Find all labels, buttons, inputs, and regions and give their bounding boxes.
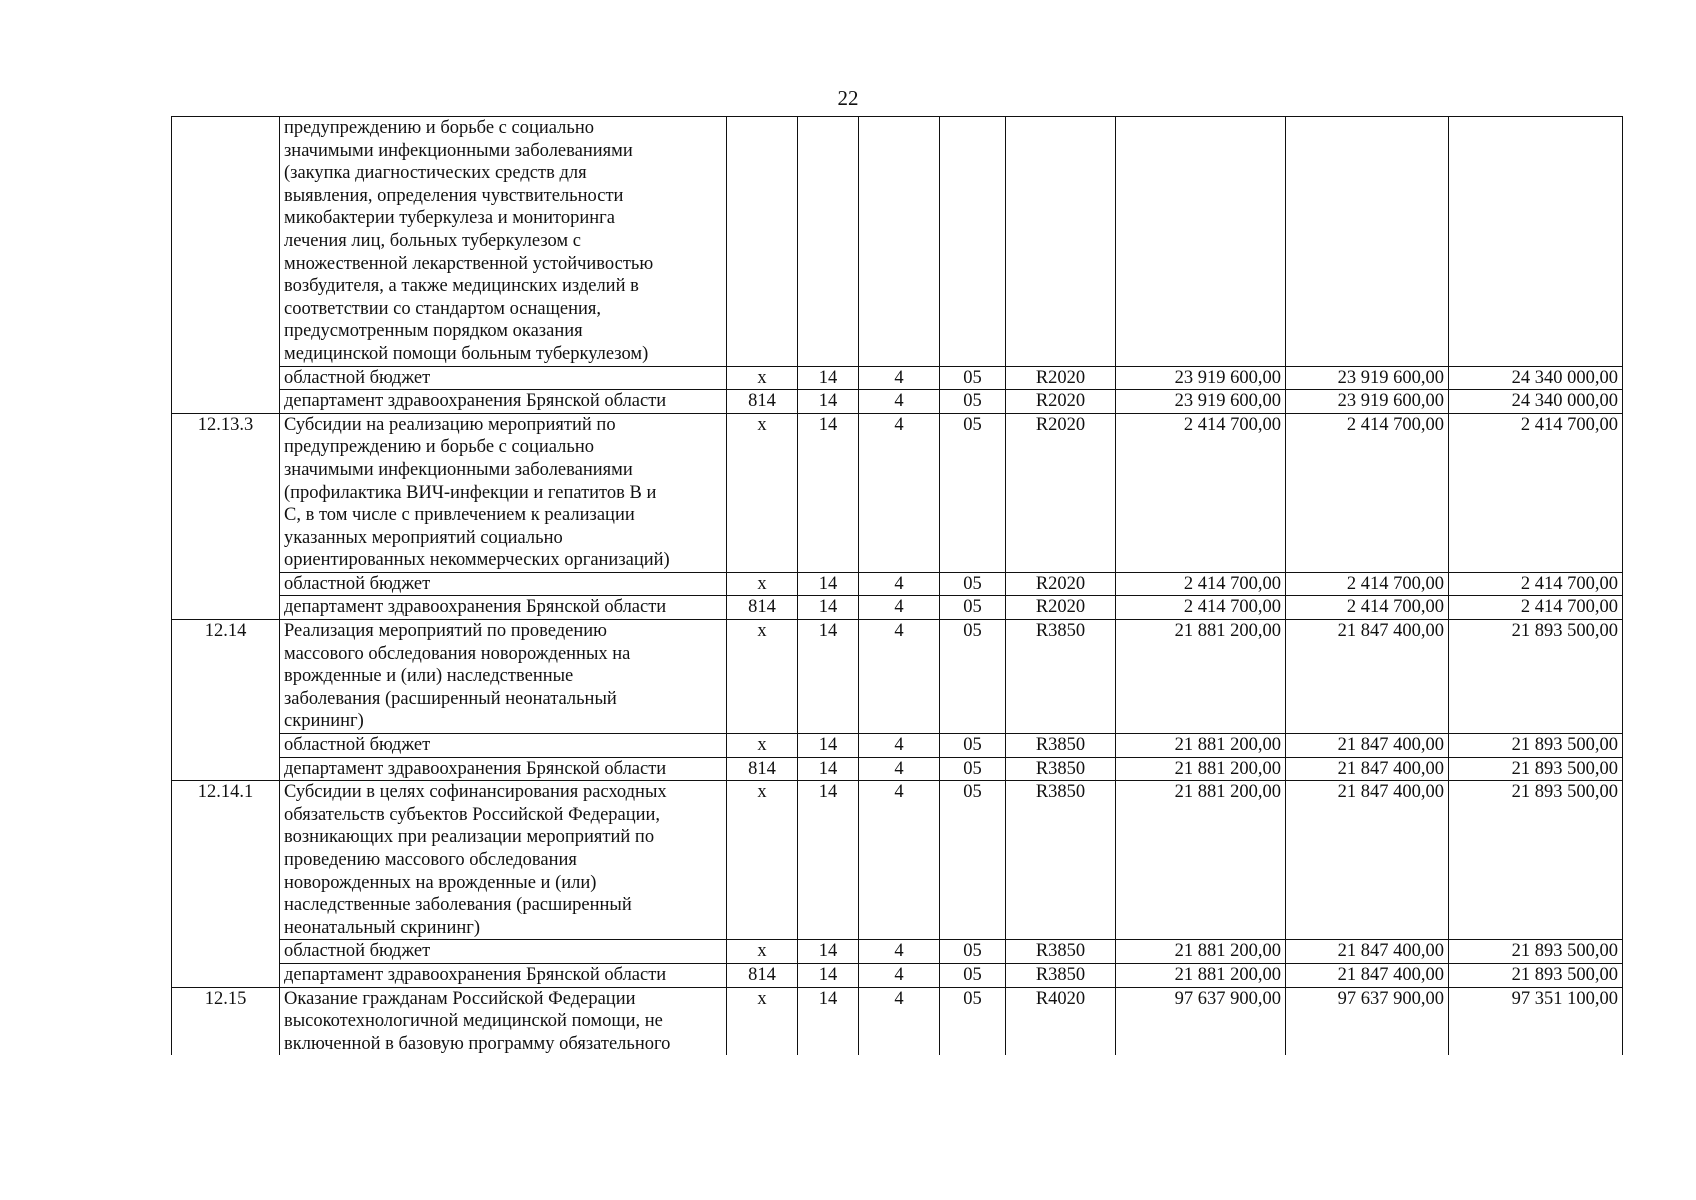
grbs-cell: 814 xyxy=(727,596,798,620)
amount-year1-cell: 21 881 200,00 xyxy=(1116,963,1286,987)
table-row xyxy=(172,596,1623,620)
target-code-cell: 05 xyxy=(940,390,1006,414)
grbs-cell: х xyxy=(727,413,798,572)
amount-year3-cell: 21 893 500,00 xyxy=(1449,734,1623,758)
amount-year1-cell: 21 881 200,00 xyxy=(1116,940,1286,964)
description-cell: областной бюджет xyxy=(280,734,727,758)
amount-year1-cell: 21 881 200,00 xyxy=(1116,620,1286,734)
amount-year2-cell: 23 919 600,00 xyxy=(1286,390,1449,414)
table-row xyxy=(172,987,1623,1055)
target-code-cell xyxy=(940,117,1006,367)
target-code-cell: 05 xyxy=(940,734,1006,758)
amount-year3-cell: 2 414 700,00 xyxy=(1449,572,1623,596)
table-row xyxy=(172,620,1623,734)
subsection-cell: 4 xyxy=(859,596,940,620)
amount-year2-cell: 21 847 400,00 xyxy=(1286,620,1449,734)
target-code-cell: 05 xyxy=(940,596,1006,620)
amount-year3-cell: 21 893 500,00 xyxy=(1449,620,1623,734)
amount-year3-cell: 21 893 500,00 xyxy=(1449,781,1623,940)
section-cell xyxy=(798,117,859,367)
subsection-cell: 4 xyxy=(859,572,940,596)
amount-year1-cell: 2 414 700,00 xyxy=(1116,413,1286,572)
amount-year2-cell: 2 414 700,00 xyxy=(1286,596,1449,620)
budget-table xyxy=(171,116,1623,1055)
target-article-cell: R2020 xyxy=(1006,366,1116,390)
table-row xyxy=(172,572,1623,596)
section-cell: 14 xyxy=(798,390,859,414)
amount-year3-cell xyxy=(1449,117,1623,367)
section-cell: 14 xyxy=(798,781,859,940)
amount-year3-cell: 21 893 500,00 xyxy=(1449,757,1623,781)
description-cell: Субсидии на реализацию мероприятий по предупреждению и борьбе с социально значимыми инфекционными заболеваниями (профилактика ВИЧ-инфекции и гепатитов В и С, в том числе с привлечением к реализации указанных мероприятий социально ориентированных некоммерческих организаций) xyxy=(280,413,727,572)
grbs-cell xyxy=(727,117,798,367)
target-article-cell: R3850 xyxy=(1006,757,1116,781)
grbs-cell: 814 xyxy=(727,963,798,987)
page-number: 22 xyxy=(837,86,859,110)
target-article-cell: R3850 xyxy=(1006,734,1116,758)
amount-year1-cell: 2 414 700,00 xyxy=(1116,572,1286,596)
section-cell: 14 xyxy=(798,987,859,1055)
target-article-cell: R3850 xyxy=(1006,781,1116,940)
amount-year1-cell: 97 637 900,00 xyxy=(1116,987,1286,1055)
amount-year1-cell: 23 919 600,00 xyxy=(1116,390,1286,414)
table-row xyxy=(172,117,1623,367)
description-cell: Субсидии в целях софинансирования расходных обязательств субъектов Российской Федерации, возникающих при реализации мероприятий по проведению массового обследования новорожденных на врожденные и (или) наследственные заболевания (расширенный неонатальный скрининг) xyxy=(280,781,727,940)
amount-year3-cell: 24 340 000,00 xyxy=(1449,390,1623,414)
subsection-cell: 4 xyxy=(859,366,940,390)
target-code-cell: 05 xyxy=(940,620,1006,734)
section-cell: 14 xyxy=(798,734,859,758)
item-number-cell: 12.14 xyxy=(172,620,280,781)
amount-year3-cell: 2 414 700,00 xyxy=(1449,596,1623,620)
subsection-cell: 4 xyxy=(859,987,940,1055)
description-cell: департамент здравоохранения Брянской области xyxy=(280,390,727,414)
description-cell: предупреждению и борьбе с социально значимыми инфекционными заболеваниями (закупка диагностических средств для выявления, определения чувствительности микобактерии туберкулеза и мониторинга лечения лиц, больных туберкулезом с множественной лекарственной устойчивостью возбудителя, а также медицинских изделий в соответствии со стандартом оснащения, предусмотренным порядком оказания медицинской помощи больным туберкулезом) xyxy=(280,117,727,367)
amount-year2-cell: 21 847 400,00 xyxy=(1286,963,1449,987)
amount-year1-cell: 21 881 200,00 xyxy=(1116,734,1286,758)
target-code-cell: 05 xyxy=(940,366,1006,390)
subsection-cell xyxy=(859,117,940,367)
amount-year2-cell: 21 847 400,00 xyxy=(1286,940,1449,964)
table-row xyxy=(172,366,1623,390)
grbs-cell: х xyxy=(727,620,798,734)
item-number-cell xyxy=(172,117,280,414)
amount-year1-cell: 21 881 200,00 xyxy=(1116,781,1286,940)
subsection-cell: 4 xyxy=(859,940,940,964)
description-cell: областной бюджет xyxy=(280,940,727,964)
target-article-cell: R3850 xyxy=(1006,940,1116,964)
amount-year2-cell: 21 847 400,00 xyxy=(1286,734,1449,758)
table-row xyxy=(172,390,1623,414)
target-code-cell: 05 xyxy=(940,963,1006,987)
amount-year2-cell: 23 919 600,00 xyxy=(1286,366,1449,390)
description-cell: Реализация мероприятий по проведению массового обследования новорожденных на врожденные и (или) наследственные заболевания (расширенный неонатальный скрининг) xyxy=(280,620,727,734)
section-cell: 14 xyxy=(798,413,859,572)
amount-year1-cell: 2 414 700,00 xyxy=(1116,596,1286,620)
amount-year2-cell: 2 414 700,00 xyxy=(1286,413,1449,572)
description-cell: областной бюджет xyxy=(280,572,727,596)
amount-year2-cell: 97 637 900,00 xyxy=(1286,987,1449,1055)
section-cell: 14 xyxy=(798,963,859,987)
description-cell: Оказание гражданам Российской Федерации высокотехнологичной медицинской помощи, не включенной в базовую программу обязательного xyxy=(280,987,727,1055)
target-article-cell: R2020 xyxy=(1006,596,1116,620)
table-row xyxy=(172,757,1623,781)
subsection-cell: 4 xyxy=(859,781,940,940)
section-cell: 14 xyxy=(798,940,859,964)
item-number-cell: 12.14.1 xyxy=(172,781,280,987)
table-row xyxy=(172,734,1623,758)
amount-year3-cell: 97 351 100,00 xyxy=(1449,987,1623,1055)
amount-year1-cell xyxy=(1116,117,1286,367)
amount-year3-cell: 21 893 500,00 xyxy=(1449,940,1623,964)
table-row xyxy=(172,940,1623,964)
amount-year3-cell: 24 340 000,00 xyxy=(1449,366,1623,390)
target-article-cell xyxy=(1006,117,1116,367)
target-code-cell: 05 xyxy=(940,987,1006,1055)
amount-year2-cell: 21 847 400,00 xyxy=(1286,757,1449,781)
grbs-cell: х xyxy=(727,940,798,964)
target-article-cell: R3850 xyxy=(1006,963,1116,987)
table-row xyxy=(172,963,1623,987)
section-cell: 14 xyxy=(798,596,859,620)
amount-year2-cell: 2 414 700,00 xyxy=(1286,572,1449,596)
table-row xyxy=(172,413,1623,572)
subsection-cell: 4 xyxy=(859,734,940,758)
subsection-cell: 4 xyxy=(859,413,940,572)
subsection-cell: 4 xyxy=(859,390,940,414)
amount-year3-cell: 2 414 700,00 xyxy=(1449,413,1623,572)
amount-year2-cell: 21 847 400,00 xyxy=(1286,781,1449,940)
grbs-cell: х xyxy=(727,734,798,758)
grbs-cell: 814 xyxy=(727,390,798,414)
description-cell: департамент здравоохранения Брянской области xyxy=(280,596,727,620)
target-code-cell: 05 xyxy=(940,940,1006,964)
target-code-cell: 05 xyxy=(940,572,1006,596)
table-row xyxy=(172,781,1623,940)
amount-year1-cell: 21 881 200,00 xyxy=(1116,757,1286,781)
section-cell: 14 xyxy=(798,366,859,390)
amount-year2-cell xyxy=(1286,117,1449,367)
target-code-cell: 05 xyxy=(940,757,1006,781)
target-article-cell: R2020 xyxy=(1006,413,1116,572)
grbs-cell: х xyxy=(727,987,798,1055)
section-cell: 14 xyxy=(798,757,859,781)
grbs-cell: х xyxy=(727,366,798,390)
subsection-cell: 4 xyxy=(859,620,940,734)
section-cell: 14 xyxy=(798,572,859,596)
description-cell: областной бюджет xyxy=(280,366,727,390)
description-cell: департамент здравоохранения Брянской области xyxy=(280,963,727,987)
target-article-cell: R2020 xyxy=(1006,390,1116,414)
target-article-cell: R2020 xyxy=(1006,572,1116,596)
target-article-cell: R3850 xyxy=(1006,620,1116,734)
item-number-cell: 12.15 xyxy=(172,987,280,1055)
grbs-cell: 814 xyxy=(727,757,798,781)
amount-year1-cell: 23 919 600,00 xyxy=(1116,366,1286,390)
target-article-cell: R4020 xyxy=(1006,987,1116,1055)
amount-year3-cell: 21 893 500,00 xyxy=(1449,963,1623,987)
grbs-cell: х xyxy=(727,572,798,596)
target-code-cell: 05 xyxy=(940,781,1006,940)
subsection-cell: 4 xyxy=(859,963,940,987)
target-code-cell: 05 xyxy=(940,413,1006,572)
item-number-cell: 12.13.3 xyxy=(172,413,280,619)
section-cell: 14 xyxy=(798,620,859,734)
subsection-cell: 4 xyxy=(859,757,940,781)
description-cell: департамент здравоохранения Брянской области xyxy=(280,757,727,781)
grbs-cell: х xyxy=(727,781,798,940)
